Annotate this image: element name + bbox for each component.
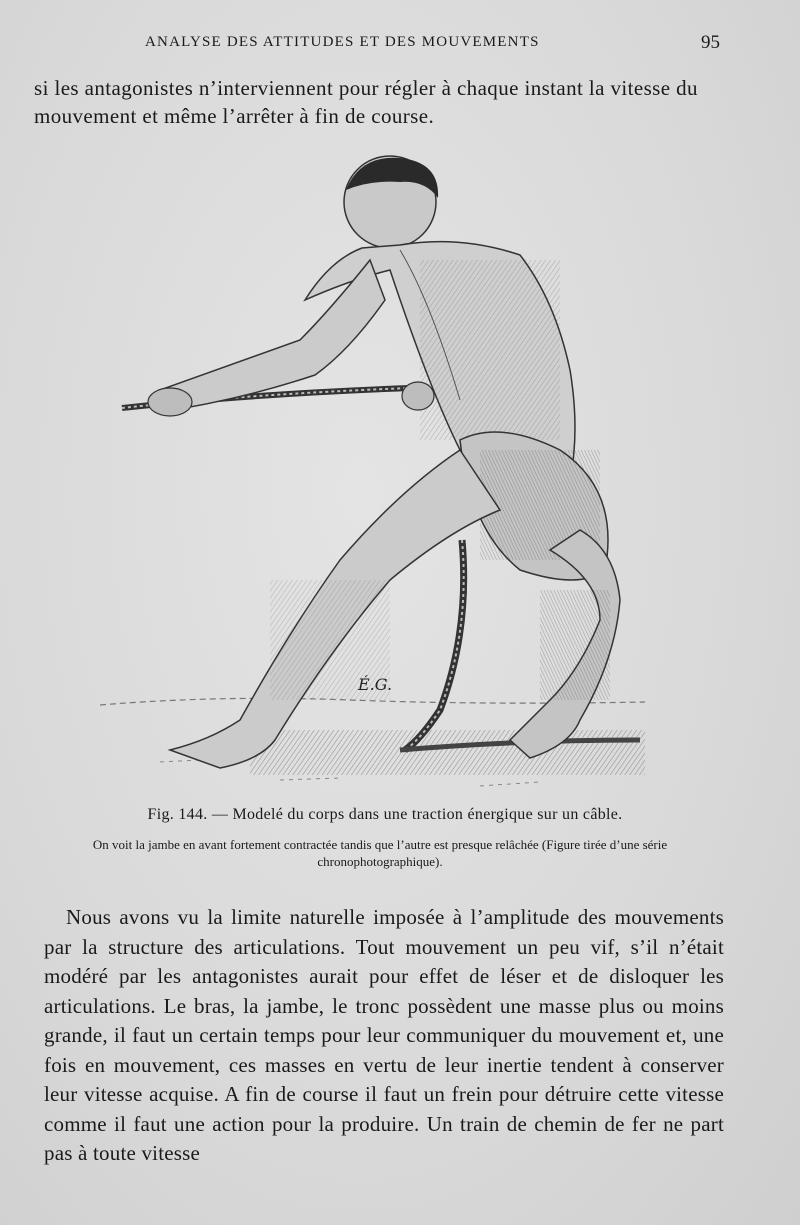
body-paragraph [44, 903, 724, 1169]
page-number: 95 [701, 32, 720, 53]
engraving-figure [100, 150, 660, 790]
running-head-title: ANALYSE DES ATTITUDES ET DES MOUVEMENTS [145, 34, 540, 50]
figure-illustration [100, 150, 660, 790]
figure-caption-text: On voit la jambe en avant fortement contractée tandis que l’autre est presque relâchée (Figure tirée d’une série chronophotographique). [92, 837, 668, 869]
figure-caption-title: Fig. 144. — Modelé du corps dans une traction énergique sur un câble. [147, 806, 623, 823]
top-paragraph: si les antagonistes n’interviennent pour régler à chaque instant la vitesse du mouvement et même l’arrêter à fin de course. [34, 76, 698, 128]
body-paragraph-text: Nous avons vu la limite naturelle imposée à l’amplitude des mouvements par la structure des articulations. Tout mouvement un peu vif, s’il n’était modéré par les antagonistes aurait pour effet de léser et de disloquer les articulations. Le bras, la jambe, le tronc possèdent une masse plus ou moins grande, il faut un certain temps pour leur communiquer du mouvement et, une fois en mouvement, ces masses en vertu de leur inertie tendent à conserver leur vitesse acquise. A fin de course il faut un frein pour détruire cette vitesse comme il faut une action pour la produire. Un train de chemin de fer ne part pas à toute vitesse [44, 905, 724, 1165]
running-head [40, 34, 720, 58]
artist-signature: É.G. [358, 675, 393, 694]
